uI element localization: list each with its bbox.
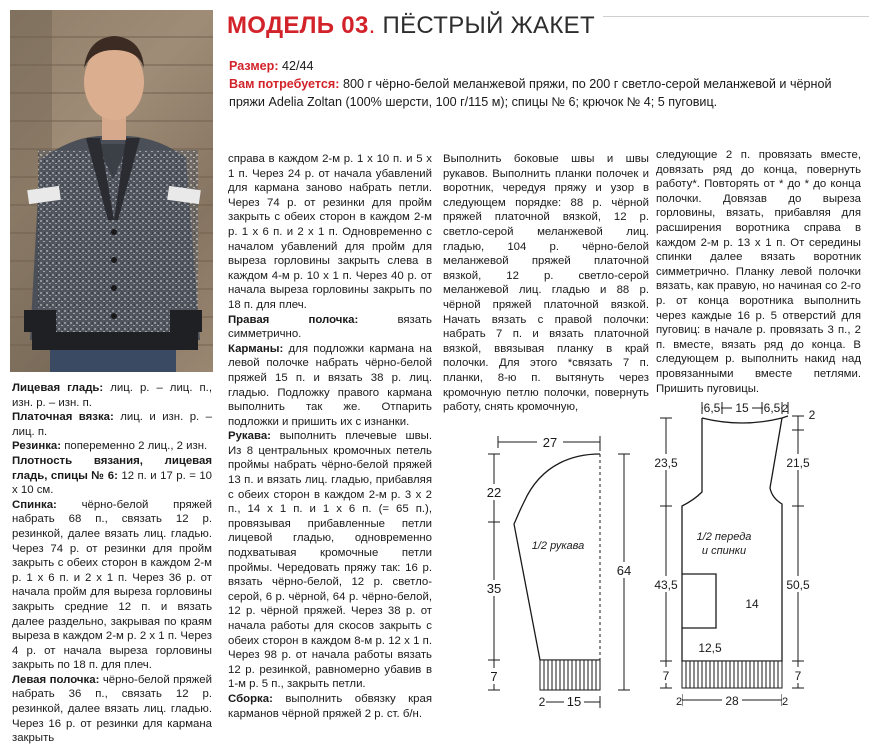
sleeve-dim-right: 64 bbox=[616, 563, 632, 578]
text-column-1 bbox=[12, 381, 212, 746]
paragraph bbox=[228, 342, 432, 430]
body-dim-top-left: 6,5 bbox=[703, 401, 721, 415]
sleeve-dim-cuff-left: 2 bbox=[538, 695, 546, 709]
term-label: Резинка: bbox=[12, 440, 62, 453]
body-pattern-diagram bbox=[652, 396, 838, 714]
term-label: Платочная вязка: bbox=[12, 411, 114, 424]
paragraph bbox=[228, 692, 432, 721]
section-label: Правая полочка: bbox=[228, 313, 359, 326]
body-dim-bottom: 28 bbox=[725, 694, 739, 708]
body-dim-right-mid: 50,5 bbox=[786, 578, 810, 592]
term-text: лиц. р. – лиц. п., изн. р. – изн. п. bbox=[12, 382, 213, 409]
section-text: чёрно-белой пряжей набрать 36 п., связать 12 р. резинкой, далее вязать лиц. гладью. Через 16 р. от резинки для кармана закрыть bbox=[12, 673, 212, 745]
body-dim-pocket-h: 14 bbox=[745, 597, 759, 611]
paragraph bbox=[12, 410, 212, 439]
paragraph bbox=[12, 381, 212, 410]
paragraph bbox=[12, 498, 212, 673]
sleeve-dim-low: 7 bbox=[490, 669, 498, 684]
sleeve-dim-bottom: 15 bbox=[566, 694, 582, 709]
sleeve-dim-mid: 35 bbox=[486, 581, 502, 596]
body-dim-left-upper: 23,5 bbox=[654, 456, 678, 470]
intro-block bbox=[229, 57, 869, 111]
page-title bbox=[227, 11, 603, 41]
paragraph bbox=[656, 148, 861, 396]
model-photo bbox=[10, 10, 213, 372]
body-label-line2: и спинки bbox=[701, 545, 747, 557]
paragraph bbox=[12, 673, 212, 746]
section-label: Сборка: bbox=[228, 692, 273, 705]
paragraph bbox=[443, 152, 649, 415]
term-text: лиц. и изн. р. – лиц. п. bbox=[12, 411, 212, 438]
size-value: 42/44 bbox=[282, 59, 314, 73]
body-label-line1: 1/2 переда bbox=[696, 531, 752, 543]
paragraph bbox=[228, 429, 432, 692]
body-dim-left-mid: 43,5 bbox=[654, 578, 678, 592]
body-dim-bottom-right: 2 bbox=[781, 696, 789, 708]
body-dim-right-low: 7 bbox=[794, 669, 802, 683]
term-text: попеременно 2 лиц., 2 изн. bbox=[64, 440, 208, 453]
body-dim-pocket-w: 12,5 bbox=[698, 641, 722, 655]
sleeve-pattern-diagram bbox=[478, 432, 650, 714]
section-label: Карманы: bbox=[228, 342, 284, 355]
body-dim-top-tiny: 2 bbox=[781, 403, 789, 415]
body-dim-top-right: 6,5 bbox=[763, 401, 781, 415]
model-name: ПЁСТРЫЙ ЖАКЕТ bbox=[382, 12, 595, 39]
materials-line bbox=[229, 75, 869, 111]
title-bar bbox=[227, 14, 869, 41]
materials-value: 800 г чёрно-белой меланжевой пряжи, по 200 г светло-серой меланжевой и чёрной пряжи Adelia Zoltan (100% шерсти, 100 г/115 м); спицы № 6; крючок № 4; 5 пуговиц. bbox=[229, 77, 832, 109]
sleeve-dim-upper: 22 bbox=[486, 485, 502, 500]
section-text: выполнить плечевые швы. Из 8 центральных кромочных петель проймы набрать чёрно-белой пряжей 13 п. и вязать лиц. гладью, прибавляя с обеих сторон в каждом 2-м р. 3 х 2 п., 14 х 1 п. и 1 х 6 п. (= 65 п.), провязывая прибавленные петли лицевой гладью, одновременно подхватывая кромочные петли проймы. Чередовать пряжу так: 16 р. вязать чёрно-белой, 12 р. светло-серой, 6 р. чёрной, 64 р. чёрно-белой, 12 р. чёрной пряжей. Через 38 р. от начала работы для скосов закрыть с обеих сторон в каждом 8-м р. 12 х 1 п. Через 98 р. от начала работы вязать 12 р. резинкой, равномерно убавив в 1-м р. 5 п., закрыть петли. bbox=[228, 430, 432, 691]
model-label: МОДЕЛЬ 03 bbox=[227, 12, 369, 39]
paragraph bbox=[228, 313, 432, 342]
term-text: 12 п. и 17 р. = 10 х 10 см. bbox=[12, 469, 212, 497]
body-dim-right-upper: 21,5 bbox=[786, 456, 810, 470]
size-line bbox=[229, 57, 869, 75]
section-text: следующие 2 п. провязать вместе, довязать ряд до конца, повернуть работу*. Повторять от * до * до конца полочки. Довязав до выреза горловины, вязать, прибавляя для расширения воротника справа в каждом 2-м р. 13 х 1 п. От середины спинки далее вязать воротник симметрично. Планку левой полочки вязать, как правую, но начиная со 2-го р. от конца воротника выполнить через каждые 16 р. 5 отверстий для пуговиц: в начале р. провязать 3 п., 2 п. вместе, вязать ряд до конца. В следующем р. выполнить накид над провязанными вместе петлями. Пришить пуговицы. bbox=[656, 149, 861, 395]
paragraph bbox=[228, 152, 432, 313]
section-label: Левая полочка: bbox=[12, 673, 100, 686]
section-label: Рукава: bbox=[228, 430, 271, 443]
section-text: для подложки кармана на левой полочке набрать чёрно-белой пряжей 15 п. и вязать 38 р. лиц. гладью. Подложку правого кармана выполнить так же. Отпарить подложки и пришить их с изнанки. bbox=[228, 342, 432, 428]
text-column-2 bbox=[228, 152, 432, 721]
term-label: Лицевая гладь: bbox=[12, 382, 104, 394]
hem-ribbing bbox=[682, 661, 782, 688]
paragraph bbox=[12, 454, 212, 498]
size-label: Размер: bbox=[229, 59, 279, 73]
body-dim-bottom-left: 2 bbox=[675, 696, 683, 708]
body-dim-top-far: 2 bbox=[808, 408, 816, 422]
body-dim-left-low: 7 bbox=[662, 669, 670, 683]
section-text: Выполнить боковые швы и швы рукавов. Выполнить планки полочек и воротник, чередуя пряжу и узор в следующем порядке: 88 р. чёрной пряжей платочной вязкой, 12 р. светло-серой меланжевой лиц. гладью, 104 р. чёрно-белой меланжевой пряжей платочной вязкой, 12 р. светло-серой меланжевой лиц. гладью и 88 р. чёрной пряжей платочной вязкой. Начать вязать с правой полочки: набрать 7 п. и вязать платочной вязкой, ввязывая планку в край полочки. Для этого *связать 7 п. планки, 8-ю п. вытянуть через кромочную петлю полочки, повернуть работу, снять кромочную, bbox=[443, 153, 649, 414]
section-text: справа в каждом 2-м р. 1 х 10 п. и 5 х 1 п. Через 24 р. от начала убавлений для кармана заново набрать петли. Через 74 р. от резинки для пройм закрыть с обеих сторон в каждом 2-м р. 1 х 6 п. и 2 х 1 п. Одновременно с началом убавлений для пройм для выреза горловины закрыть слева в каждом 4-м р. 10 х 1 п. Через 40 р. от начала выреза горловины закрыть по 18 п. для плеч. bbox=[228, 153, 432, 311]
paragraph bbox=[12, 439, 212, 454]
sleeve-label: 1/2 рукава bbox=[531, 540, 585, 552]
section-text: выполнить обвязку края карманов чёрной пряжей 2 р. ст. б/н. bbox=[228, 692, 432, 720]
cuff-ribbing bbox=[540, 660, 600, 690]
body-dim-top-mid: 15 bbox=[735, 401, 749, 415]
sleeve-dim-top: 27 bbox=[542, 435, 558, 450]
text-column-4 bbox=[656, 148, 861, 396]
materials-label: Вам потребуется: bbox=[229, 77, 340, 91]
text-column-3 bbox=[443, 152, 649, 415]
section-label: Спинка: bbox=[12, 498, 57, 511]
title-dot: . bbox=[368, 12, 376, 39]
term-label: Плотность вязания, лицевая гладь, спицы № 6: bbox=[12, 454, 212, 482]
model-photo-illustration bbox=[10, 10, 213, 372]
section-text: чёрно-белой пряжей набрать 68 п., связать 12 р. резинкой, далее вязать лиц. гладью. Через 74 р. от резинки для пройм закрыть с обеих сторон в каждом 2-м р. 1 х 6 п. и 2 х 1 п. Через 36 р. от начала пройм для выреза горловины закрыть средние 12 п. и вязать далее раздельно, закрывая по краям выреза в каждом 2-м р. 2 х 1 п. Через 4 р. от начала выреза горловины закрыть по 18 п. для плеч. bbox=[12, 498, 212, 672]
section-text: вязать симметрично. bbox=[228, 313, 432, 341]
